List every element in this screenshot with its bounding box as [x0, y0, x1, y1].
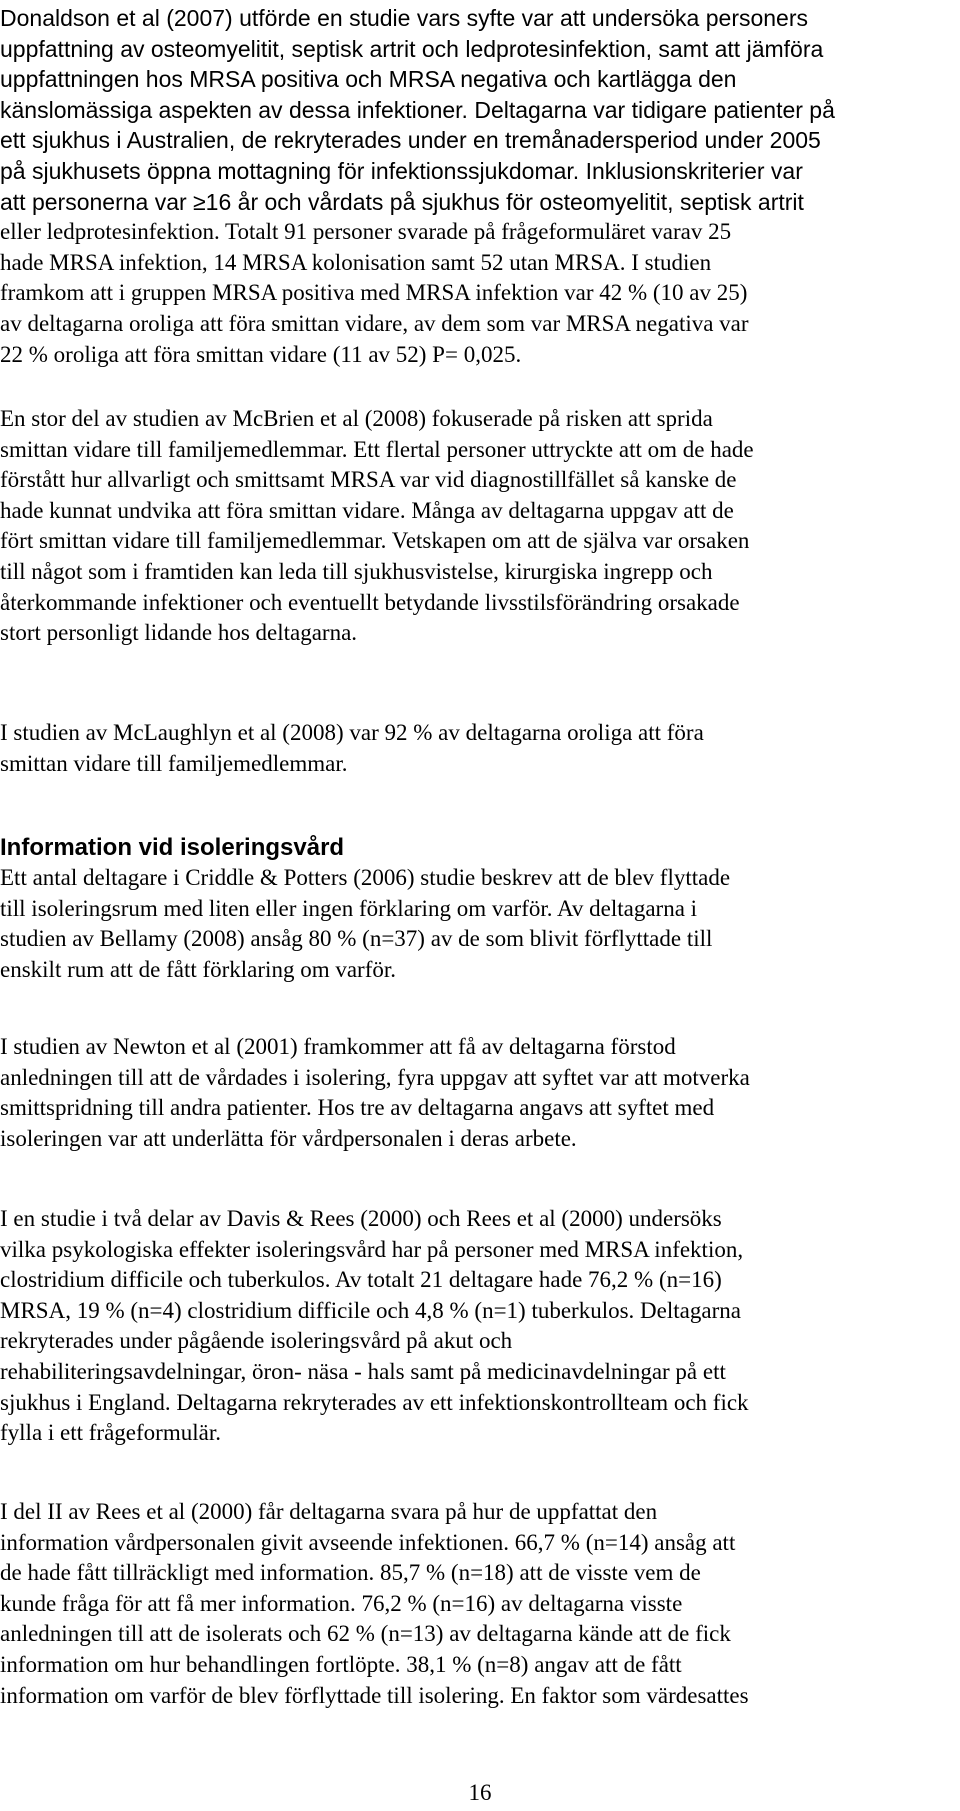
text-line: I en studie i två delar av Davis & Rees (2000) och Rees et al (2000) undersöks — [0, 1206, 722, 1231]
paragraph-davis-rees — [0, 1204, 958, 1449]
text-line: information om varför de blev förflyttade till isolering. En faktor som värdesattes — [0, 1682, 749, 1708]
text-line: I studien av McLaughlyn et al (2008) var 92 % av deltagarna oroliga att föra — [0, 720, 704, 745]
text-line: smittan vidare till familjemedlemmar. — [0, 750, 348, 776]
text-line: de hade fått tillräckligt med information. 85,7 % (n=18) att de visste vem de — [0, 1560, 701, 1586]
text-line: rekryterades under pågående isoleringsvård på akut och — [0, 1328, 513, 1354]
text-line: av deltagarna oroliga att föra smittan vidare, av dem som var MRSA negativa var — [0, 310, 749, 336]
text-line: eller ledprotesinfektion. Totalt 91 personer svarade på frågeformuläret varav 25 — [0, 219, 732, 245]
text-line: I studien av Newton et al (2001) framkommer att få av deltagarna förstod — [0, 1034, 676, 1059]
text-line: uppfattningen hos MRSA positiva och MRSA negativa och kartlägga den — [0, 66, 737, 93]
text-line: Ett antal deltagare i Criddle & Potters (2006) studie beskrev att de blev flyttade — [0, 865, 731, 890]
text-line: kunde fråga för att få mer information. 76,2 % (n=16) av deltagarna visste — [0, 1590, 683, 1616]
paragraph-criddle-bellamy — [0, 863, 958, 985]
text-line: uppfattning av osteomyelitit, septisk artrit och ledprotesinfektion, samt att jämföra — [0, 35, 824, 62]
text-line: fylla i ett frågeformulär. — [0, 1420, 221, 1446]
paragraph-donaldson — [0, 3, 958, 370]
text-line: ett sjukhus i Australien, de rekryterades under en tremånadersperiod under 2005 — [0, 127, 821, 154]
paragraph-newton — [0, 1032, 958, 1154]
text-line: anledningen till att de isolerats och 62 % (n=13) av deltagarna kände att de fick — [0, 1621, 731, 1647]
text-line: rehabiliteringsavdelningar, öron- näsa - hals samt på medicinavdelningar på ett — [0, 1358, 726, 1384]
text-line: information om hur behandlingen fortlöpte. 38,1 % (n=8) angav att de fått — [0, 1651, 682, 1677]
paragraph-rees-part-ii — [0, 1497, 958, 1711]
text-line: MRSA, 19 % (n=4) clostridium difficile och 4,8 % (n=1) tuberkulos. Deltagarna — [0, 1297, 741, 1323]
text-line: anledningen till att de vårdades i isolering, fyra uppgav att syftet var att motverka — [0, 1064, 750, 1090]
text-line: information vårdpersonalen givit avseende infektionen. 66,7 % (n=14) ansåg att — [0, 1529, 736, 1555]
paragraph-mcbrien — [0, 404, 958, 649]
text-line: återkommande infektioner och eventuellt betydande livsstilsförändring orsakade — [0, 589, 740, 615]
paragraph-mclaughlyn — [0, 718, 958, 779]
text-line: stort personligt lidande hos deltagarna. — [0, 620, 358, 646]
text-line: vilka psykologiska effekter isoleringsvård har på personer med MRSA infektion, — [0, 1236, 744, 1262]
text-line: I del II av Rees et al (2000) får deltagarna svara på hur de uppfattat den — [0, 1499, 658, 1524]
page-number: 16 — [468, 1780, 492, 1805]
text-line: på sjukhusets öppna mottagning för infektionssjukdomar. Inklusionskriterier var — [0, 157, 803, 184]
text-line: enskilt rum att de fått förklaring om varför. — [0, 956, 396, 982]
text-line: sjukhus i England. Deltagarna rekryterades av ett infektionskontrollteam och fick — [0, 1389, 749, 1415]
text-line: till isoleringsrum med liten eller ingen förklaring om varför. Av deltagarna i — [0, 895, 698, 921]
section-heading: Information vid isoleringsvård — [0, 834, 345, 861]
text-line: fört smittan vidare till familjemedlemmar. Vetskapen om att de själva var orsaken — [0, 528, 750, 554]
text-line: studien av Bellamy (2008) ansåg 80 % (n=37) av de som blivit förflyttade till — [0, 926, 713, 952]
text-line: isoleringen var att underlätta för vårdpersonalen i deras arbete. — [0, 1125, 577, 1151]
text-line: En stor del av studien av McBrien et al (2008) fokuserade på risken att sprida — [0, 406, 713, 431]
text-line: förstått hur allvarligt och smittsamt MRSA var vid diagnostillfället så kanske de — [0, 467, 737, 493]
text-line: clostridium difficile och tuberkulos. Av totalt 21 deltagare hade 76,2 % (n=16) — [0, 1267, 722, 1293]
text-line: känslomässiga aspekten av dessa infektioner. Deltagarna var tidigare patienter på — [0, 96, 835, 123]
text-line: hade MRSA infektion, 14 MRSA kolonisation samt 52 utan MRSA. I studien — [0, 249, 712, 275]
text-line: framkom att i gruppen MRSA positiva med MRSA infektion var 42 % (10 av 25) — [0, 280, 748, 306]
text-line: smittan vidare till familjemedlemmar. Ett flertal personer uttryckte att om de hade — [0, 436, 754, 462]
text-line: smittspridning till andra patienter. Hos tre av deltagarna angavs att syftet med — [0, 1095, 715, 1121]
text-line: hade kunnat undvika att föra smittan vidare. Många av deltagarna uppgav att de — [0, 497, 734, 523]
text-line: Donaldson et al (2007) utförde en studie vars syfte var att undersöka personers — [0, 5, 809, 31]
text-line: till något som i framtiden kan leda till sjukhusvistelse, kirurgiska ingrepp och — [0, 558, 713, 584]
text-line: 22 % oroliga att föra smittan vidare (11 av 52) P= 0,025. — [0, 341, 522, 367]
text-line: att personerna var ≥16 år och vårdats på sjukhus för osteomyelitit, septisk artrit — [0, 188, 804, 215]
